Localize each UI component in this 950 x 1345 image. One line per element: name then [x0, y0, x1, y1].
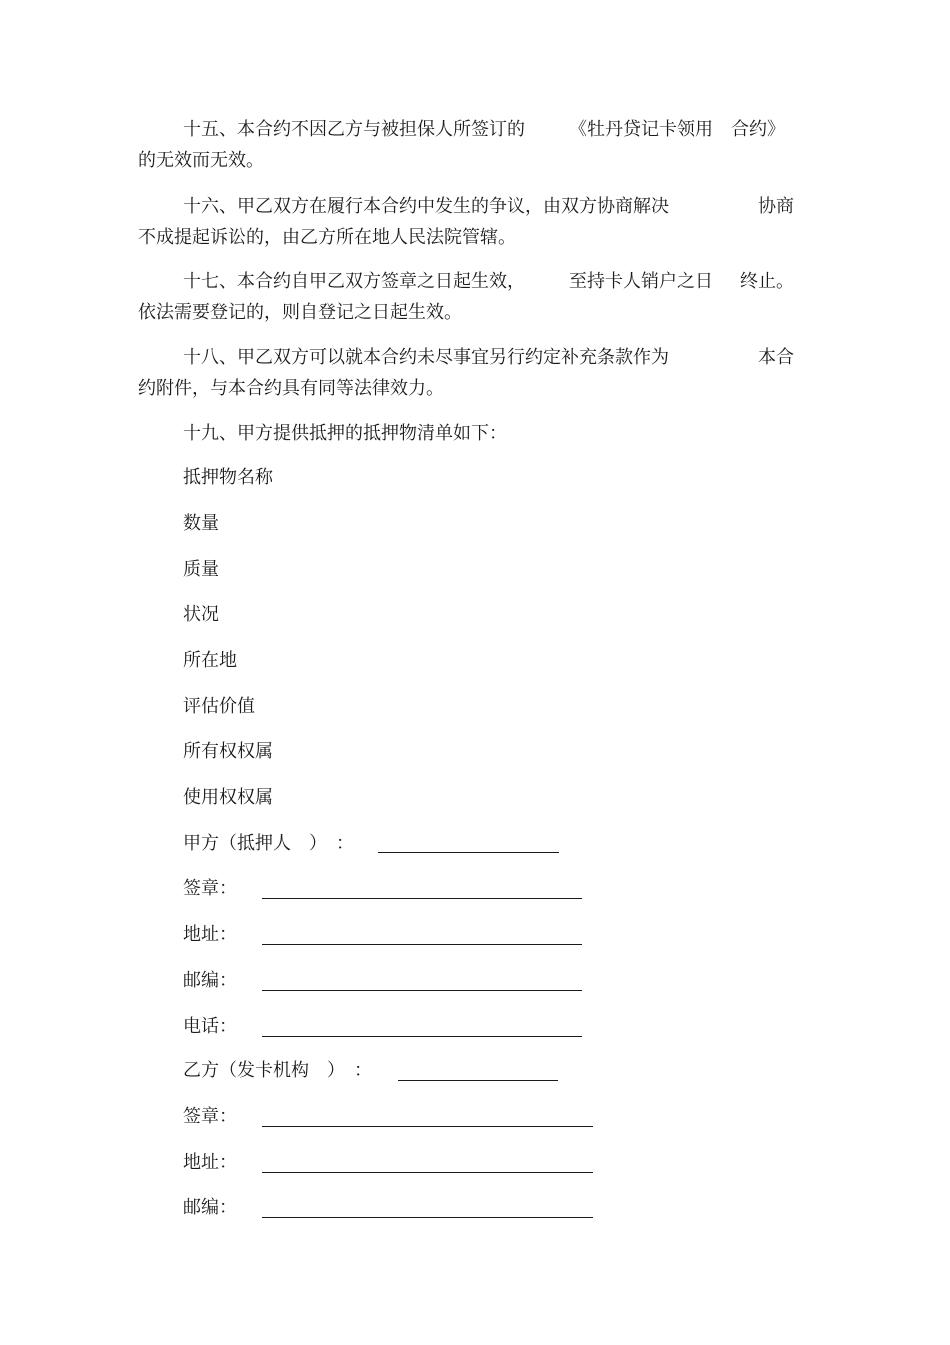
- clause-15-line-1: [138, 114, 798, 145]
- party-a-sign-label: 签章：: [183, 878, 237, 899]
- collateral-item-condition: 状况: [183, 604, 219, 625]
- party-b-postcode-blank[interactable]: [262, 1217, 593, 1218]
- party-b-sign-blank[interactable]: [262, 1126, 593, 1127]
- clause-15-line-2: 的无效而无效。: [138, 150, 264, 171]
- party-b-title: 乙方（发卡机构 ） ：: [183, 1060, 372, 1081]
- party-a-address-blank[interactable]: [262, 944, 582, 945]
- clause-18-line-1: [138, 342, 798, 373]
- clause-15-text-left: 十五、本合约不因乙方与被担保人所签订的: [183, 119, 525, 140]
- collateral-item-quantity: 数量: [183, 513, 219, 534]
- party-a-postcode-blank[interactable]: [262, 990, 582, 991]
- clause-17-line-1: [138, 266, 798, 297]
- collateral-item-usage-right: 使用权权属: [183, 787, 273, 808]
- collateral-item-ownership: 所有权权属: [183, 741, 273, 762]
- collateral-item-quality: 质量: [183, 559, 219, 580]
- clause-17-line-2: 依法需要登记的，则自登记之日起生效。: [138, 302, 462, 323]
- collateral-item-name: 抵押物名称: [183, 467, 273, 488]
- clause-16-line-2: 不成提起诉讼的，由乙方所在地人民法院管辖。: [138, 227, 516, 248]
- party-a-phone-label: 电话：: [183, 1016, 237, 1037]
- clause-18-text-left: 十八、甲乙双方可以就本合约未尽事宜另行约定补充条款作为: [183, 347, 669, 368]
- clause-16-line-1: [138, 191, 798, 222]
- clause-15-text-right: 《牡丹贷记卡领用 合约》: [569, 119, 785, 140]
- party-a-postcode-label: 邮编：: [183, 970, 237, 991]
- party-b-address-label: 地址：: [183, 1152, 237, 1173]
- party-a-title: 甲方（抵押人 ） ：: [183, 833, 354, 854]
- party-b-address-blank[interactable]: [262, 1172, 593, 1173]
- clause-18-text-right: 本合: [758, 347, 794, 368]
- clause-17-text-mid: 至持卡人销户之日: [569, 271, 713, 292]
- party-b-postcode-label: 邮编：: [183, 1197, 237, 1218]
- clause-18-line-2: 约附件，与本合约具有同等法律效力。: [138, 378, 444, 399]
- party-a-name-blank[interactable]: [378, 852, 559, 853]
- clause-19-line-1: 十九、甲方提供抵押的抵押物清单如下：: [183, 423, 507, 444]
- party-a-address-label: 地址：: [183, 924, 237, 945]
- party-a-phone-blank[interactable]: [262, 1036, 582, 1037]
- collateral-item-location: 所在地: [183, 650, 237, 671]
- collateral-item-valuation: 评估价值: [183, 696, 255, 717]
- clause-16-text-left: 十六、甲乙双方在履行本合约中发生的争议，由双方协商解决: [183, 196, 669, 217]
- party-a-sign-blank[interactable]: [262, 898, 582, 899]
- party-b-name-blank[interactable]: [398, 1080, 558, 1081]
- party-b-sign-label: 签章：: [183, 1106, 237, 1127]
- clause-17-text-left: 十七、本合约自甲乙双方签章之日起生效，: [183, 271, 525, 292]
- clause-16-text-right: 协商: [758, 196, 794, 217]
- clause-17-text-right: 终止。: [740, 271, 794, 292]
